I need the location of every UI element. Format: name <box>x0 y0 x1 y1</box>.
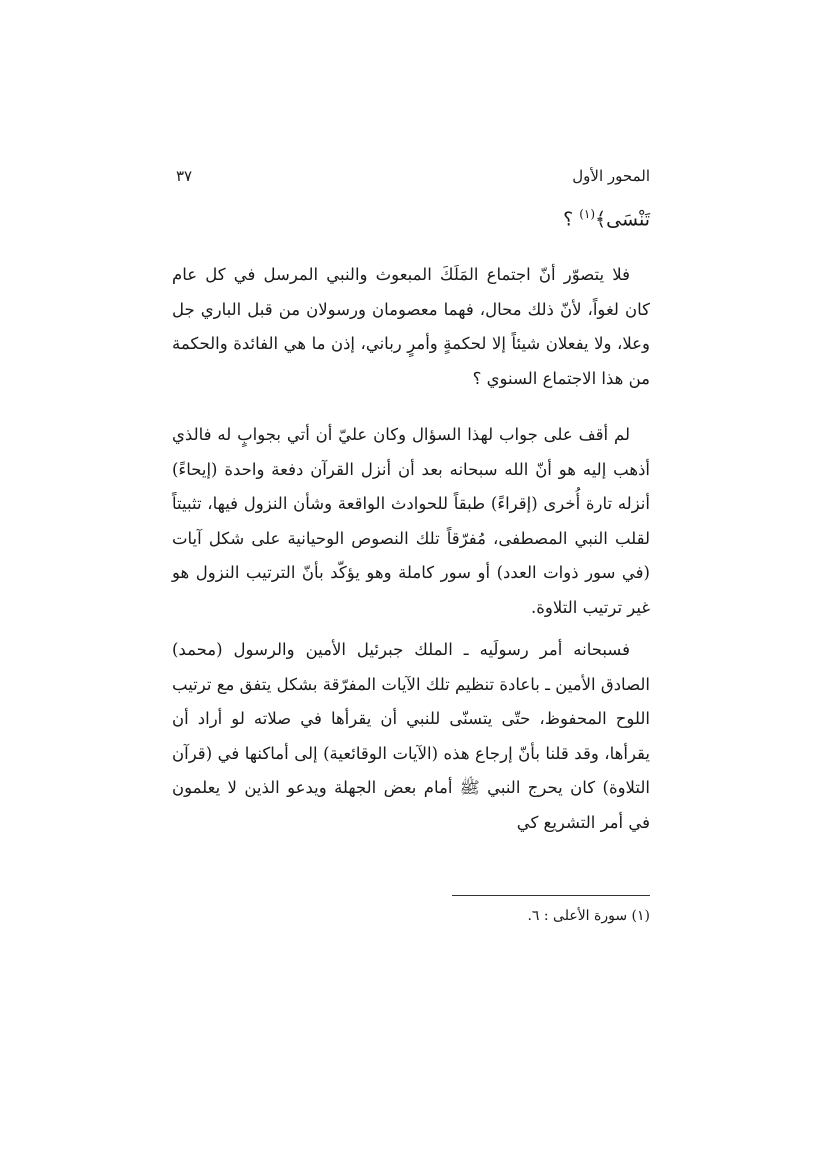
paragraph-2: لم أقف على جواب لهذا السؤال وكان عليّ أن أتي بجوابٍ له فالذي أذهب إليه هو أنّ الله سبحانه بعد أن أنزل القرآن دفعة واحدة (إيحاءً) أنزله تارة أُخرى (إقراءً) طبقاً للحوادث الواقعة وشأن النزول فيها، تثبيتاً لقلب النبي المصطفى، مُفرّقاً تلك النصوص الوحيانية على شكل آيات (في سور ذوات العدد) أو سور كاملة وهو يؤكّد بأنّ الترتيب النزول هو غير ترتيب التلاوة. <box>172 425 650 617</box>
verse-suffix: ؟ <box>563 208 580 231</box>
page-number: ٣٧ <box>176 167 193 185</box>
quran-verse-tail <box>172 197 650 236</box>
footnote-reference: (١) <box>579 207 596 221</box>
paragraph-1: فلا يتصوّر أنّ اجتماع المَلَكَ المبعوث والنبي المرسل في كل عام كان لغواً، لأنّ ذلك محال، فهما معصومان ورسولان من قبل الباري جل وعلا، ولا يفعلان شيئاً إلا لحكمةٍ وأمرٍ رباني، إذن ما هي الفائدة والحكمة من هذا الاجتماع السنوي ؟ <box>172 265 650 388</box>
footnote: (١) سورة الأعلى : ٦. <box>527 908 650 924</box>
verse-text: تَنْسَى﴾ <box>595 208 650 231</box>
footnote-divider <box>452 895 650 896</box>
body-text <box>172 197 650 862</box>
running-title: المحور الأول <box>572 167 650 185</box>
page-header <box>172 163 650 191</box>
paragraph-3: فسبحانه أمر رسولَيه ـ الملك جبرئيل الأمين والرسول (محمد) الصادق الأمين ـ باعادة تنظيم تلك الآيات المفرّقة بشكل يتفق مع ترتيب اللوح المحفوظ، حتّى يتسنّى للنبي أن يقرأها في صلاته لو أراد أن يقرأها، وقد قلنا بأنّ إرجاع هذه (الآيات الوقائعية) إلى أماكنها في (قرآن التلاوة) كان يحرج النبي ﷺ أمام بعض الجهلة ويدعو الذين لا يعلمون في أمر التشريع كي <box>172 640 650 832</box>
